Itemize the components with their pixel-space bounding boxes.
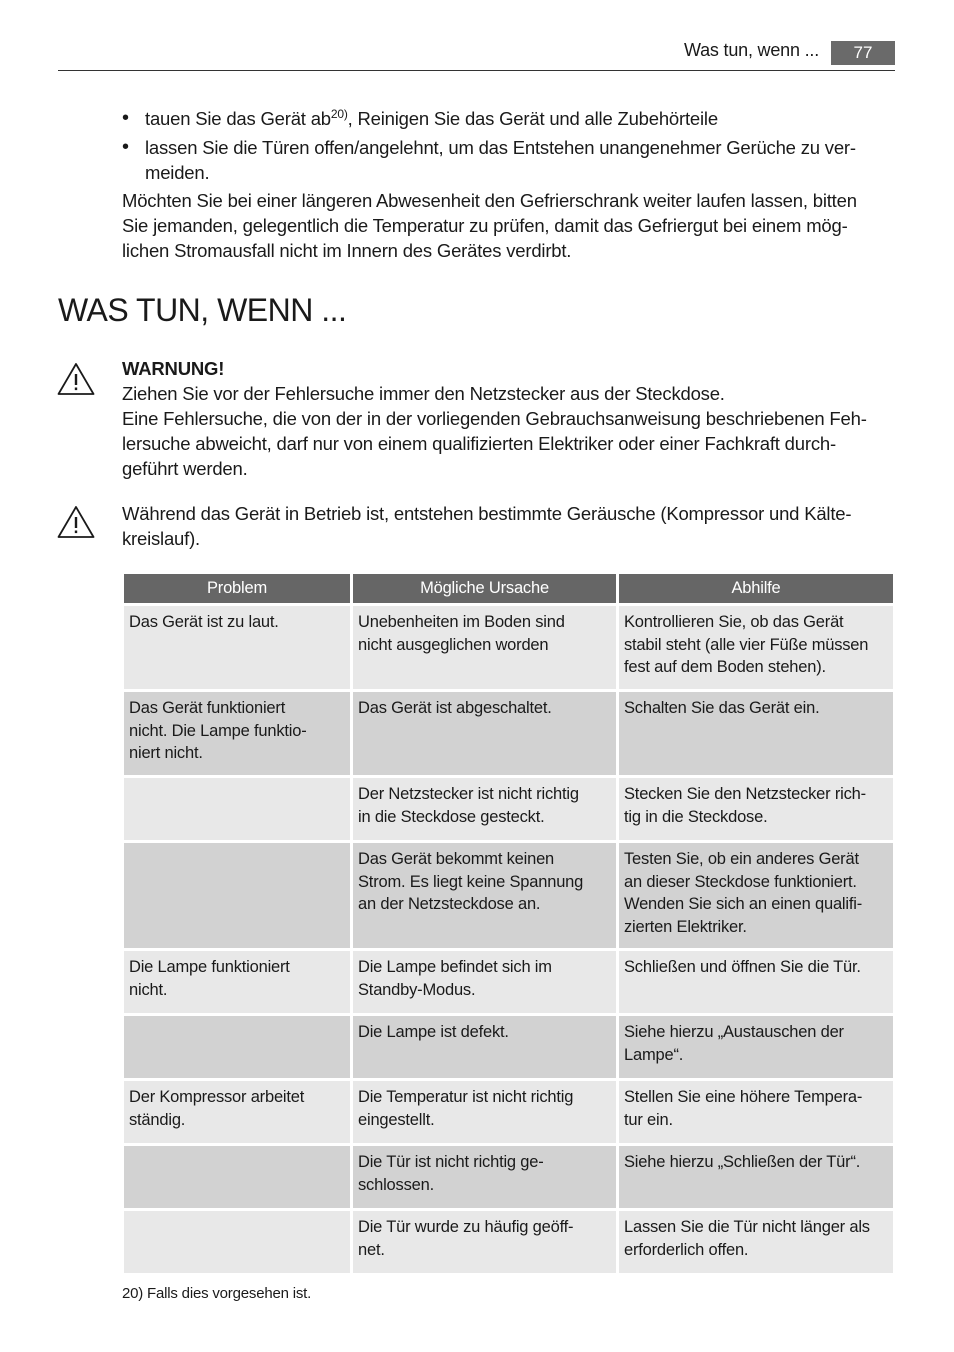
caution-triangle-icon	[57, 505, 95, 539]
bullet-item-doors: • lassen Sie die Türen offen/angelehnt, um das Entstehen unangenehmer Gerüche zu ver- meiden.	[122, 136, 856, 183]
table-row	[124, 1016, 893, 1078]
footnote-ref[interactable]: 20)	[330, 107, 348, 121]
cell-problem	[124, 778, 350, 840]
cell-remedy: Schalten Sie das Gerät ein.	[619, 692, 893, 775]
cell-remedy: Siehe hierzu „Austauschen der Lampe“.	[619, 1016, 893, 1078]
table-row	[124, 1146, 893, 1208]
bullet-dot-icon: •	[122, 136, 129, 158]
cell-remedy: Kontrollieren Sie, ob das Gerät stabil steht (alle vier Füße müssen fest auf dem Boden stehen).	[619, 606, 893, 689]
warning-triangle-icon	[57, 362, 95, 396]
noise-notice: Während das Gerät in Betrieb ist, entstehen bestimmte Geräusche (Kompressor und Kälte- kreislauf).	[122, 503, 852, 549]
table-row	[124, 951, 893, 1013]
cell-cause: Die Temperatur ist nicht richtig eingestellt.	[353, 1081, 616, 1143]
cell-cause: Das Gerät bekommt keinen Strom. Es liegt keine Spannung an der Netzsteckdose an.	[353, 843, 616, 948]
cell-cause: Das Gerät ist abgeschaltet.	[353, 692, 616, 775]
running-header-title: Was tun, wenn ...	[684, 40, 819, 60]
cell-cause: Die Lampe befindet sich im Standby-Modus.	[353, 951, 616, 1013]
cell-remedy: Stellen Sie eine höhere Tempera- tur ein.	[619, 1081, 893, 1143]
cell-cause: Die Lampe ist defekt.	[353, 1016, 616, 1078]
column-header-remedy: Abhilfe	[619, 574, 893, 603]
header-rule	[58, 70, 895, 71]
table-row	[124, 1211, 893, 1273]
section-heading: WAS TUN, WENN ...	[58, 292, 347, 328]
cell-problem: Das Gerät funktioniert nicht. Die Lampe funktio- niert nicht.	[124, 692, 350, 775]
cell-remedy: Stecken Sie den Netzstecker rich- tig in die Steckdose.	[619, 778, 893, 840]
page-number: 77	[831, 41, 895, 65]
table-row	[124, 692, 893, 775]
warning-block: WARNUNG! Ziehen Sie vor der Fehlersuche immer den Netzstecker aus der Steckdose. Eine Fehlersuche, die von der in der vorliegenden Gebrauchsanweisung beschriebenen Feh- lersuche abweicht, darf nur von einem qualifizierten Elektriker oder einer Fachkraft durch- geführt werden.	[122, 358, 867, 479]
cell-problem: Der Kompressor arbeitet ständig.	[124, 1081, 350, 1143]
table-body	[124, 606, 893, 1273]
cell-remedy: Schließen und öffnen Sie die Tür.	[619, 951, 893, 1013]
cell-remedy: Lassen Sie die Tür nicht länger als erforderlich offen.	[619, 1211, 893, 1273]
column-header-problem: Problem	[124, 574, 350, 603]
bullet-list	[122, 106, 902, 189]
table-row	[124, 1081, 893, 1143]
table-row	[124, 778, 893, 840]
cell-problem: Das Gerät ist zu laut.	[124, 606, 350, 689]
cell-problem	[124, 1211, 350, 1273]
warning-label: WARNUNG!	[122, 358, 225, 379]
bullet-dot-icon: •	[122, 107, 129, 129]
cell-problem	[124, 843, 350, 948]
cell-problem	[124, 1146, 350, 1208]
cell-cause: Die Tür wurde zu häufig geöff- net.	[353, 1211, 616, 1273]
table-row	[124, 606, 893, 689]
table-row	[124, 843, 893, 948]
cell-cause: Die Tür ist nicht richtig ge- schlossen.	[353, 1146, 616, 1208]
cell-cause: Unebenheiten im Boden sind nicht ausgeglichen worden	[353, 606, 616, 689]
cell-problem: Die Lampe funktioniert nicht.	[124, 951, 350, 1013]
table-header-row	[124, 574, 893, 603]
column-header-cause: Mögliche Ursache	[353, 574, 616, 603]
troubleshooting-table	[121, 571, 896, 1276]
cell-problem	[124, 1016, 350, 1078]
cell-remedy: Testen Sie, ob ein anderes Gerät an dieser Steckdose funktioniert. Wenden Sie sich an einen qualifi- zierten Elektriker.	[619, 843, 893, 948]
bullet-item-defrost: • tauen Sie das Gerät $ab^{20)}$, Reinigen Sie das Gerät und alle Zubehörteile	[122, 107, 718, 129]
cell-cause: Der Netzstecker ist nicht richtig in die Steckdose gesteckt.	[353, 778, 616, 840]
footnote: 20) Falls dies vorgesehen ist.	[122, 1285, 312, 1302]
cell-remedy: Siehe hierzu „Schließen der Tür“.	[619, 1146, 893, 1208]
absence-paragraph: Möchten Sie bei einer längeren Abwesenheit den Gefrierschrank weiter laufen lassen, bitten Sie jemanden, gelegentlich die Temperatur zu prüfen, damit das Gefriergut bei einem mög- lichen Stromausfall nicht im Innern des Gerätes verdirbt.	[122, 190, 857, 261]
